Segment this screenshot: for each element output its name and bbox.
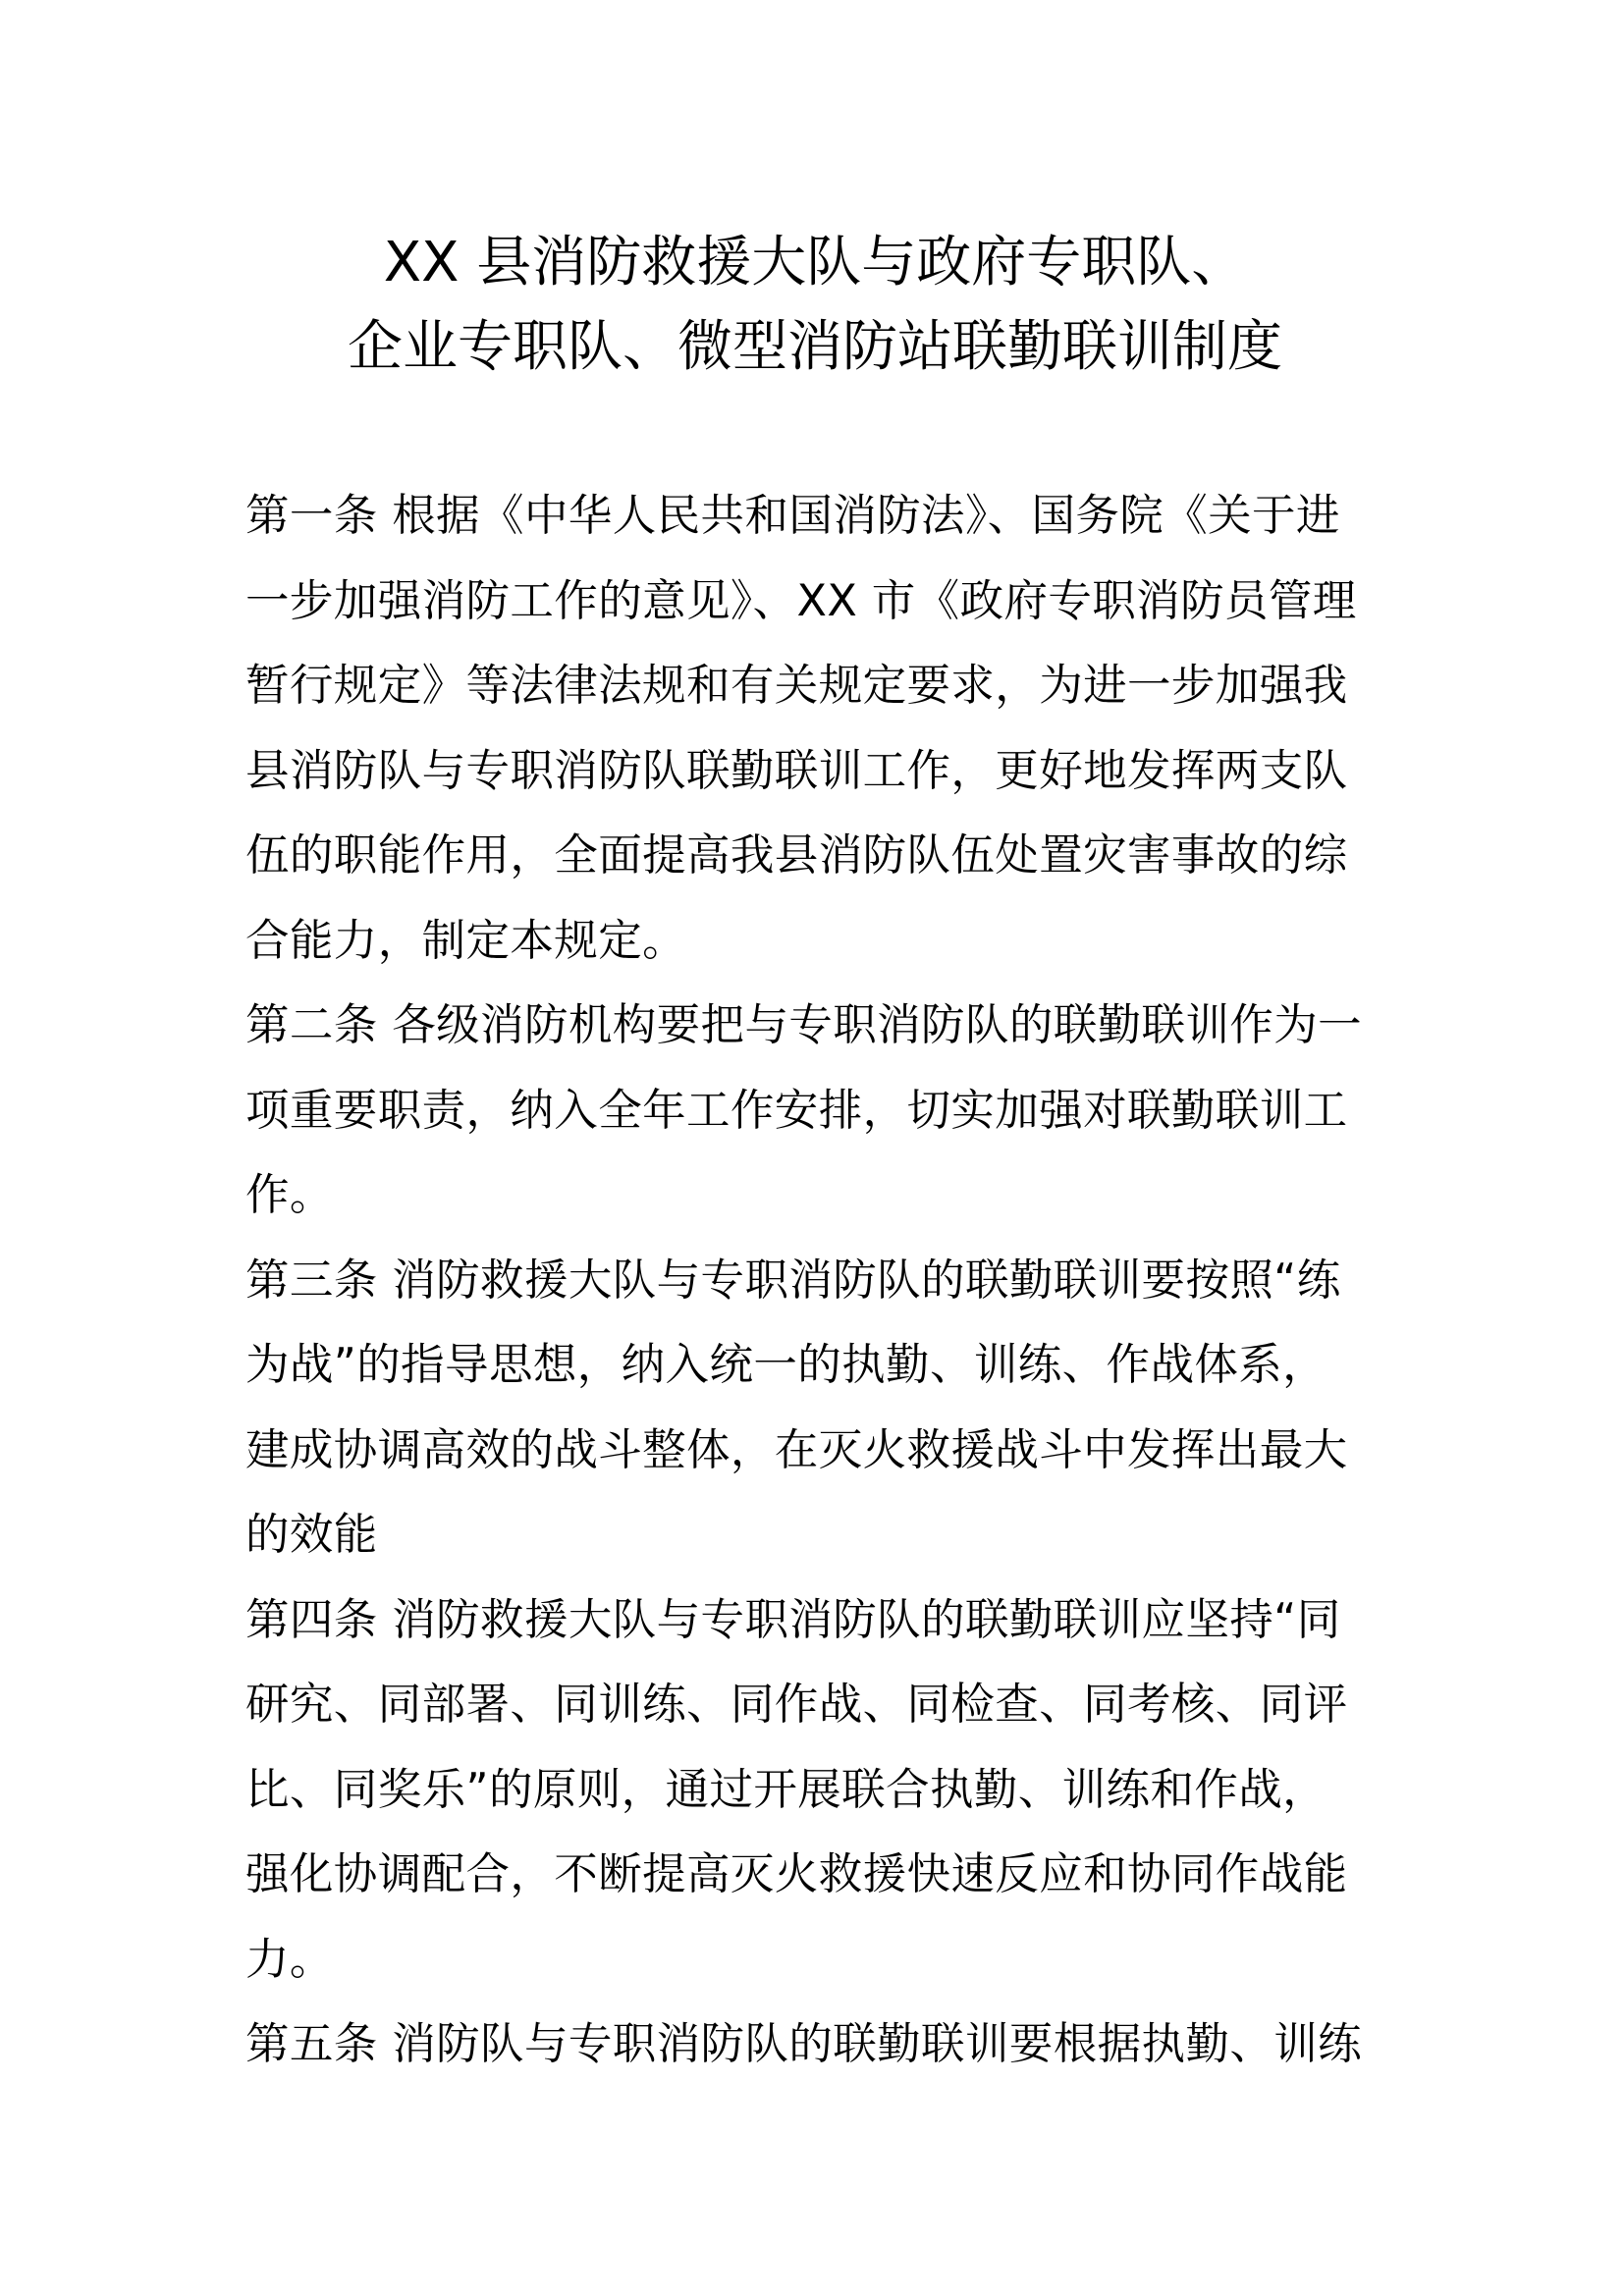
document-title (245, 221, 1384, 390)
text-line: 强化协调配合，不断提高灭火救援快速反应和协同作战能 (245, 1849, 1348, 1899)
article-2 (245, 984, 1390, 1239)
text-line: 研究、同部署、同训练、同作战、同检查、同考核、同评 (245, 1680, 1348, 1730)
text-line: 合能力，制定本规定。 (245, 915, 687, 966)
title-line-2: 企业专职队、微型消防站联勤联训制度 (348, 315, 1282, 379)
article-5 (245, 2002, 1390, 2088)
document-body (245, 474, 1390, 2088)
title-line-1: XX 县消防救援大队与政府专职队、 (383, 231, 1247, 294)
article-3 (245, 1239, 1390, 1578)
text-line: 建成协调高效的战斗整体，在灭火救援战斗中发挥出最大 (245, 1424, 1348, 1475)
text-line: 县消防队与专职消防队联勤联训工作，更好地发挥两支队 (245, 745, 1348, 796)
text-line: 第二条 各级消防机构要把与专职消防队的联勤联训作为一 (245, 1000, 1363, 1050)
text-line: 项重要职责，纳入全年工作安排，切实加强对联勤联训工 (245, 1085, 1348, 1136)
article-1 (245, 474, 1390, 984)
text-line: 一步加强消防工作的意见》、XX 市《政府专职消防员管理 (245, 575, 1357, 626)
text-line: 的效能 (245, 1510, 378, 1560)
text-line: 伍的职能作用，全面提高我县消防队伍处置灾害事故的综 (245, 830, 1348, 881)
text-line: 比、同奖乐”的原则，通过开展联合执勤、训练和作战， (245, 1764, 1327, 1815)
text-line: 暂行规定》等法律法规和有关规定要求，为进一步加强我 (245, 661, 1348, 711)
text-line: 第四条 消防救援大队与专职消防队的联勤联训应坚持“同 (245, 1594, 1341, 1645)
text-line: 力。 (245, 1934, 334, 1985)
article-4 (245, 1578, 1390, 2003)
text-line: 为战”的指导思想，纳入统一的执勤、训练、作战体系， (245, 1340, 1327, 1390)
text-line: 第一条 根据《中华人民共和国消防法》、国务院《关于进 (245, 491, 1340, 541)
text-line: 第三条 消防救援大队与专职消防队的联勤联训要按照“练 (245, 1255, 1341, 1306)
text-line: 作。 (245, 1170, 334, 1220)
text-line: 第五条 消防队与专职消防队的联勤联训要根据执勤、训练 (245, 2019, 1363, 2069)
